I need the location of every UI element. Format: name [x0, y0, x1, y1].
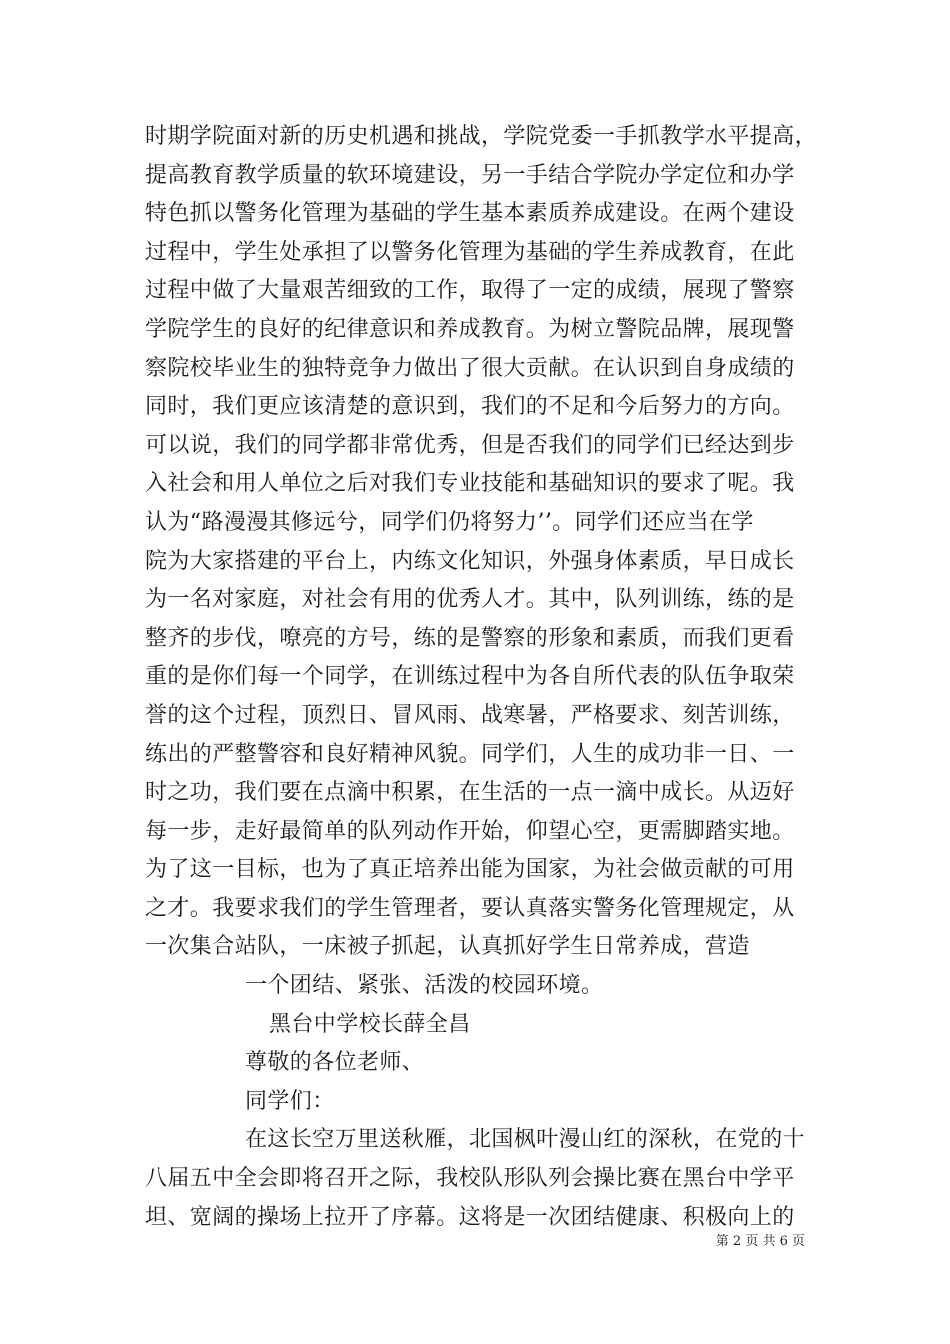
body-line: 一次集合站队，一床被子抓起，认真抓好学生日常养成，营造 [145, 934, 750, 960]
body-line: 坦、宽阔的操场上拉开了序幕。这将是一次团结健康、积极向上的 [145, 1204, 795, 1230]
paragraph-start-line: 在这长空万里送秋雁，北国枫叶漫山红的深秋，在党的十 [245, 1127, 806, 1153]
page-number: 第 2 页 共 6 页 [715, 1234, 805, 1249]
body-line: 为了这一目标，也为了真正培养出能为国家，为社会做贡献的可用 [145, 857, 795, 883]
document-body [145, 118, 818, 1237]
body-line: 提高教育教学质量的软环境建设，另一手结合学院办学定位和办学 [145, 162, 795, 188]
body-line: 为一名对家庭，对社会有用的优秀人才。其中，队列训练，练的是 [145, 587, 795, 613]
body-line: 之才。我要求我们的学生管理者，要认真落实警务化管理规定，从 [145, 895, 795, 921]
body-line: 入社会和用人单位之后对我们专业技能和基础知识的要求了呢。我 [145, 471, 795, 497]
salutation-line: 同学们： [245, 1088, 335, 1114]
body-line: 整齐的步伐，嘹亮的方号，练的是警察的形象和素质，而我们更看 [145, 625, 795, 651]
body-line: 认为“路漫漫其修远兮，同学们仍将努力’’。同学们还应当在学 [145, 509, 754, 535]
body-line: 同时，我们更应该清楚的意识到，我们的不足和今后努力的方向。 [145, 394, 795, 420]
body-line: 重的是你们每一个同学，在训练过程中为各自所代表的队伍争取荣 [145, 664, 795, 690]
body-line: 特色抓以警务化管理为基础的学生基本素质养成建设。在两个建设 [145, 201, 795, 227]
closing-line: 一个团结、紧张、活泼的校园环境。 [245, 973, 604, 999]
body-line: 时期学院面对新的历史机遇和挑战，学院党委一手抓教学水平提高， [145, 124, 818, 149]
body-line: 过程中做了大量艰苦细致的工作，取得了一定的成绩，展现了警察 [145, 278, 795, 304]
body-line: 誉的这个过程，顶烈日、冒风雨、战寒暑，严格要求、刻苦训练， [145, 702, 795, 728]
body-line: 八届五中全会即将召开之际，我校队形队列会操比赛在黑台中学平 [145, 1166, 795, 1192]
body-line: 察院校毕业生的独特竞争力做出了很大贡献。在认识到自身成绩的 [145, 355, 795, 381]
body-line: 练出的严整警容和良好精神风貌。同学们，人生的成功非一日、一 [145, 741, 795, 767]
body-line: 过程中，学生处承担了以警务化管理为基础的学生养成教育，在此 [145, 239, 795, 265]
salutation-line: 尊敬的各位老师、 [245, 1050, 425, 1076]
body-line: 学院学生的良好的纪律意识和养成教育。为树立警院品牌，展现警 [145, 316, 795, 342]
body-line: 院为大家搭建的平台上，内练文化知识，外强身体素质，早日成长 [145, 548, 795, 574]
signature: 黑台中学校长薛全昌 [269, 1011, 471, 1037]
body-line: 时之功，我们要在点滴中积累，在生活的一点一滴中成长。从迈好 [145, 780, 795, 806]
body-line: 可以说，我们的同学都非常优秀，但是否我们的同学们已经达到步 [145, 432, 795, 458]
body-line: 每一步，走好最简单的队列动作开始，仰望心空，更需脚踏实地。 [145, 818, 795, 844]
page-footer [0, 1230, 950, 1249]
